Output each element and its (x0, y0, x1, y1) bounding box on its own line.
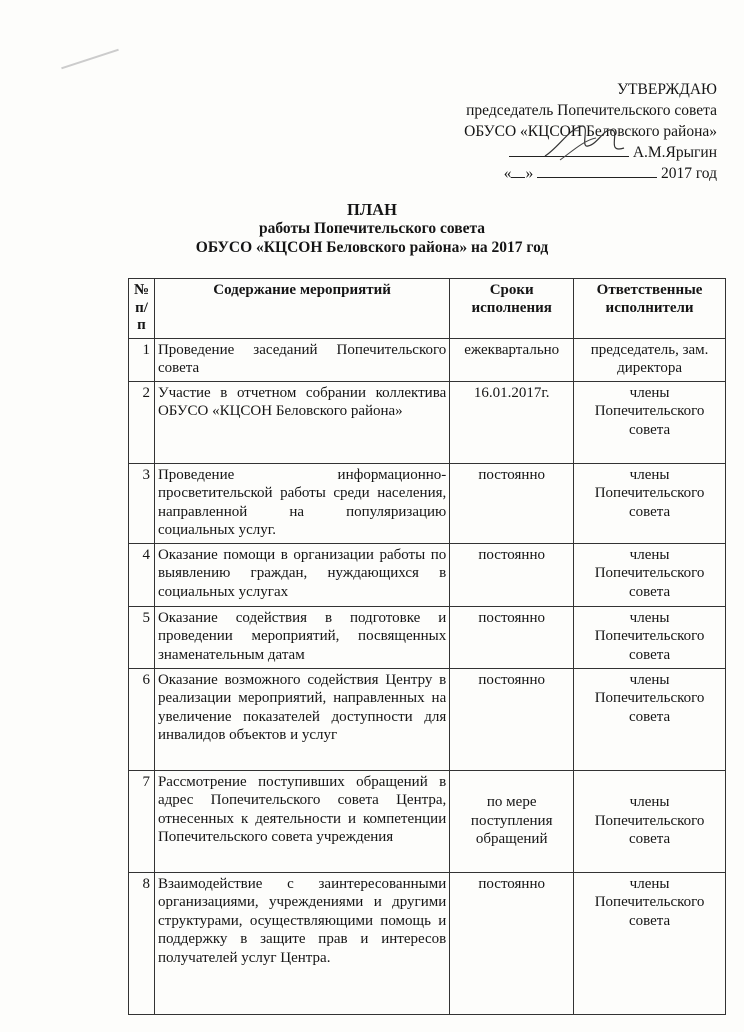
row-responsible: члены Попечительского совета (574, 668, 726, 770)
header-responsible: Ответственные исполнители (574, 279, 726, 339)
row-num: 8 (129, 872, 155, 1014)
table-row (129, 463, 726, 543)
approval-heading: УТВЕРЖДАЮ (617, 81, 717, 98)
row-responsible: члены Попечительского совета (574, 463, 726, 543)
row-responsible: члены Попечительского совета (574, 381, 726, 463)
header-content: Содержание мероприятий (154, 279, 449, 339)
row-content: Рассмотрение поступивших обращений в адрес Попечительского совета Центра, отнесенных к деятельности и компетенции Попечительского совета учреждения (154, 770, 449, 872)
row-content: Оказание возможного содействия Центру в реализации мероприятий, направленных на увеличение показателей доступности для инвалидов объектов и услуг (154, 668, 449, 770)
row-deadline: постоянно (450, 872, 574, 1014)
row-deadline: 16.01.2017г. (450, 381, 574, 463)
row-responsible: члены Попечительского совета (574, 543, 726, 606)
approver-organization: ОБУСО «КЦСОН Беловского района» (464, 123, 717, 140)
row-deadline: по мере поступления обращений (450, 770, 574, 872)
table-row (129, 872, 726, 1014)
signature-image (540, 118, 630, 168)
table-header-row (129, 279, 726, 339)
row-num: 4 (129, 543, 155, 606)
row-content: Оказание содействия в подготовке и проведении мероприятий, посвященных знаменательным датам (154, 606, 449, 668)
title-plan: ПЛАН (347, 200, 397, 219)
header-num: № п/п (129, 279, 155, 339)
row-num: 6 (129, 668, 155, 770)
table-row (129, 606, 726, 668)
table-row (129, 381, 726, 463)
row-deadline: постоянно (450, 463, 574, 543)
row-num: 5 (129, 606, 155, 668)
table-row (129, 770, 726, 872)
row-content: Проведение заседаний Попечительского совета (154, 338, 449, 381)
row-num: 7 (129, 770, 155, 872)
table-row (129, 543, 726, 606)
row-responsible: председатель, зам. директора (574, 338, 726, 381)
row-responsible: члены Попечительского совета (574, 872, 726, 1014)
day-blank (511, 163, 525, 178)
approval-year: 2017 год (660, 165, 717, 182)
row-responsible: члены Попечительского совета (574, 606, 726, 668)
table-row (129, 668, 726, 770)
approver-name: А.М.Ярыгин (632, 144, 717, 161)
row-num: 3 (129, 463, 155, 543)
row-content: Участие в отчетном собрании коллектива ОБУСО «КЦСОН Беловского района» (154, 381, 449, 463)
title-organization-year: ОБУСО «КЦСОН Беловского района» на 2017 год (195, 239, 549, 256)
row-num: 1 (129, 338, 155, 381)
row-responsible: члены Попечительского совета (574, 770, 726, 872)
row-content: Проведение информационно-просветительской работы среди населения, направленной на популяризацию социальных услуг. (154, 463, 449, 543)
row-content: Взаимодействие с заинтересованными организациями, учреждениями и другими структурами, осуществляющими помощь и поддержку в защите прав и интересов получателей услуг Центра. (154, 872, 449, 1014)
table-row (129, 338, 726, 381)
row-deadline: постоянно (450, 668, 574, 770)
row-deadline: постоянно (450, 543, 574, 606)
row-num: 2 (129, 381, 155, 463)
header-deadline: Сроки исполнения (450, 279, 574, 339)
approver-position: председатель Попечительского совета (466, 102, 717, 119)
scan-mark (61, 49, 119, 69)
row-deadline: постоянно (450, 606, 574, 668)
plan-table (128, 278, 726, 1015)
date-quote-open: « (503, 165, 512, 182)
document-title (0, 200, 744, 257)
date-quote-close: » (525, 165, 534, 182)
row-content: Оказание помощи в организации работы по выявлению граждан, нуждающихся в социальных услугах (154, 543, 449, 606)
row-deadline: ежеквартально (450, 338, 574, 381)
title-subject: работы Попечительского совета (258, 220, 486, 237)
